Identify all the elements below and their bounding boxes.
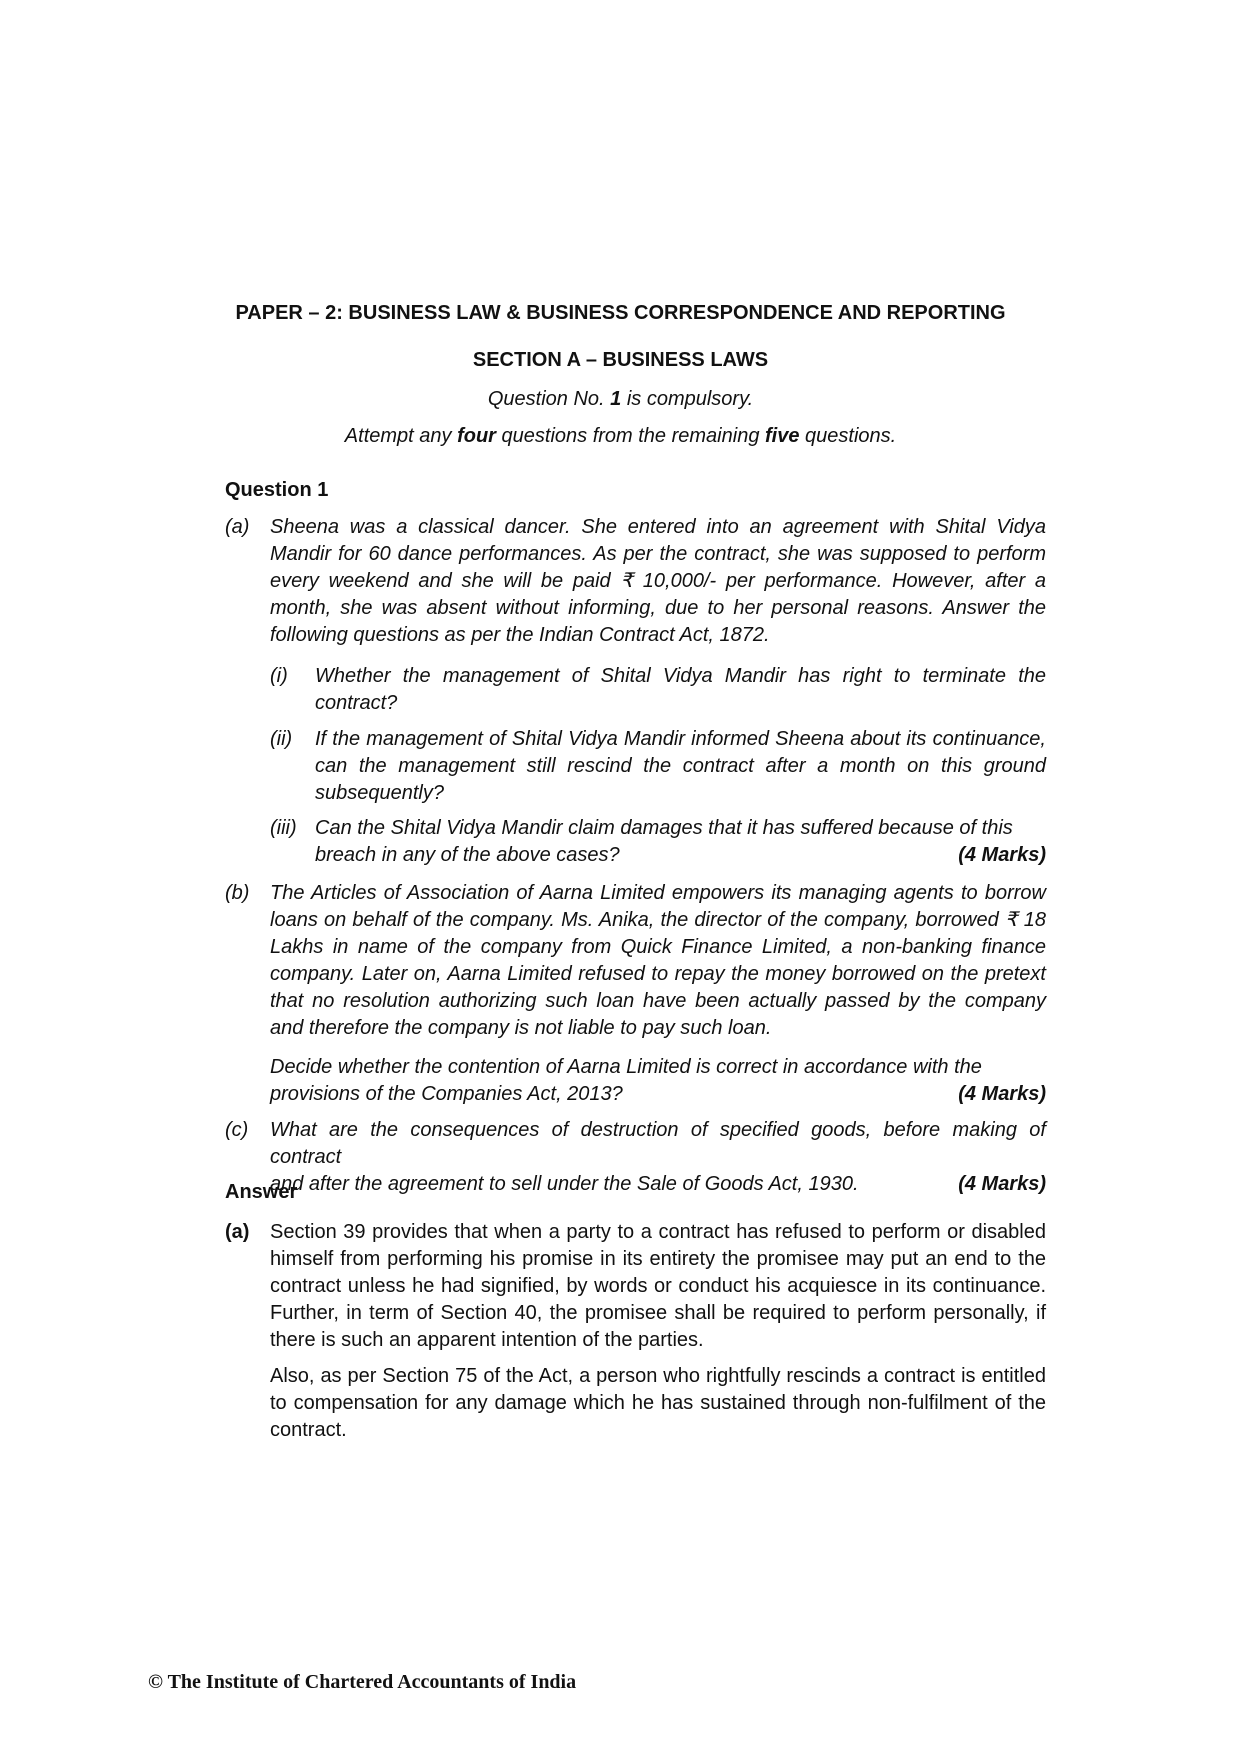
copyright-footer: © The Institute of Chartered Accountants of India bbox=[148, 1671, 577, 1693]
question-heading: Question 1 bbox=[225, 479, 329, 501]
paper-title: PAPER – 2: BUSINESS LAW & BUSINESS CORRESPONDENCE AND REPORTING bbox=[235, 302, 1006, 324]
part-label: (a) bbox=[225, 516, 250, 538]
sub-text: Whether the management of Shital Vidya Mandir has right to terminate the contract? bbox=[315, 665, 1046, 714]
sub-question-ii bbox=[270, 726, 1046, 807]
instruction-attempt: Attempt any four questions from the remaining five questions. bbox=[344, 425, 897, 447]
instruction-compulsory: Question No. 1 is compulsory. bbox=[487, 388, 754, 410]
answer-text: Section 39 provides that when a party to a contract has refused to perform or disabled himself from performing his promise in its entirety the promisee may put an end to the contract unless he had signified, by words or conduct his acquiesce in its continuance. Further, in term of Section 40, the promisee shall be required to perform personally, if there is such an apparent intention of the parties. bbox=[270, 1221, 1046, 1351]
part-label: (b) bbox=[225, 882, 250, 904]
answer-heading: Answer bbox=[225, 1181, 298, 1203]
question-part-b bbox=[225, 880, 1046, 1042]
part-label: (a) bbox=[225, 1221, 250, 1243]
sub-label: (iii) bbox=[270, 817, 297, 839]
sub-text: Can the Shital Vidya Mandir claim damages that it has suffered because of this breach in any of the above cases? (4 Marks) bbox=[315, 815, 1046, 869]
marks-label: (4 Marks) bbox=[958, 1173, 1046, 1195]
sub-question-iii bbox=[270, 815, 1046, 869]
sub-text: If the management of Shital Vidya Mandir informed Sheena about its continuance, can the management still rescind the contract after a month on this ground subsequently? bbox=[315, 728, 1046, 804]
marks-label: (4 Marks) bbox=[958, 844, 1046, 866]
question-part-a bbox=[225, 514, 1046, 649]
question-part-b-decide: Decide whether the contention of Aarna Limited is correct in accordance with the provisions of the Companies Act, 2013? (4 Marks) bbox=[270, 1054, 1046, 1108]
part-label: (c) bbox=[225, 1119, 249, 1141]
section-title: SECTION A – BUSINESS LAWS bbox=[472, 349, 769, 371]
answer-paragraph-2: Also, as per Section 75 of the Act, a person who rightfully rescinds a contract is entitled to compensation for any damage which he has sustained through non-fulfilment of the contract. bbox=[270, 1365, 1046, 1441]
part-text: What are the consequences of destruction of specified goods, before making of contract and after the agreement to sell under the Sale of Goods Act, 1930. (4 Marks) bbox=[270, 1117, 1046, 1198]
question-part-c bbox=[225, 1117, 1046, 1198]
part-text: The Articles of Association of Aarna Limited empowers its managing agents to borrow loans on behalf of the company. Ms. Anika, the director of the company, borrowed ₹ 18 Lakhs in name of the company from Quick Finance Limited, a non-banking finance company. Later on, Aarna Limited refused to repay the money borrowed on the pretext that no resolution authorizing such loan have been actually passed by the company and therefore the company is not liable to pay such loan. bbox=[270, 882, 1046, 1039]
sub-label: (ii) bbox=[270, 728, 293, 750]
part-text: Sheena was a classical dancer. She entered into an agreement with Shital Vidya Mandir for 60 dance performances. As per the contract, she was supposed to perform every weekend and she will be paid ₹ 10,000/- per performance. However, after a month, she was absent without informing, due to her personal reasons. Answer the following questions as per the Indian Contract Act, 1872. bbox=[270, 516, 1046, 646]
sub-question-i bbox=[270, 663, 1046, 717]
sub-label: (i) bbox=[270, 665, 288, 687]
marks-label: (4 Marks) bbox=[958, 1083, 1046, 1105]
answer-part-a bbox=[225, 1219, 1046, 1354]
